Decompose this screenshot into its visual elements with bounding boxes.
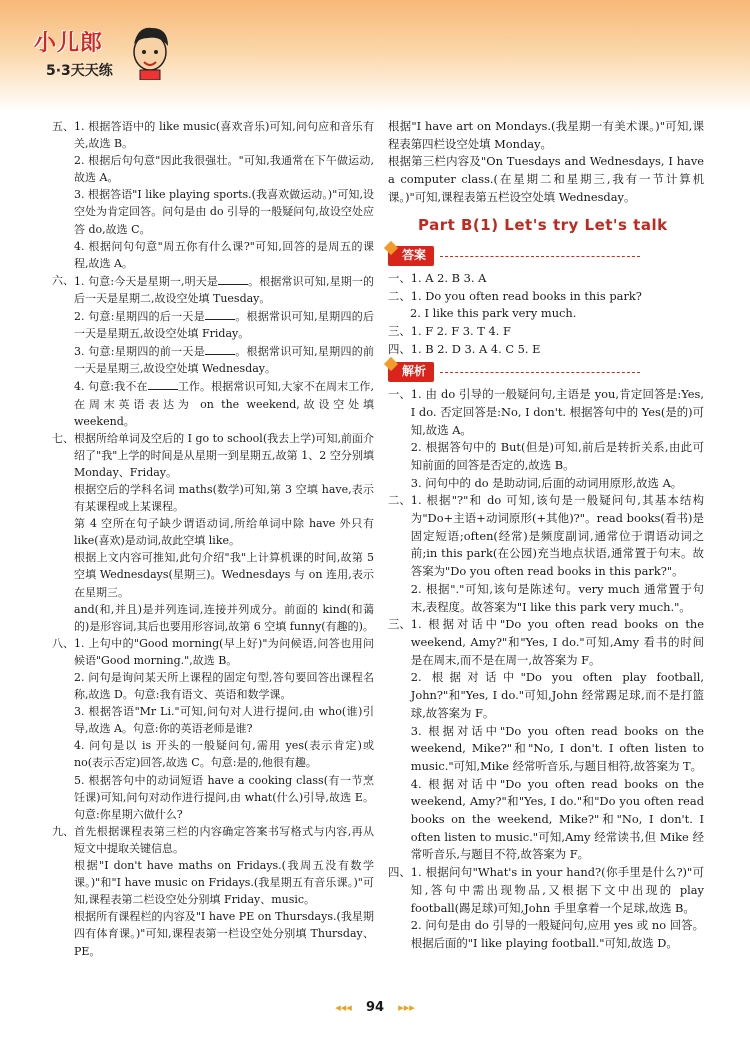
section-number: 二、 — [388, 493, 411, 508]
part-title: Part B(1) Let's try Let's talk — [418, 215, 668, 234]
section-6 — [52, 272, 374, 430]
answer-line: 二、1. Do you often read books in this park? — [388, 288, 642, 303]
section-5 — [52, 118, 374, 272]
fill-blank — [148, 377, 178, 390]
explanation-paragraph: 根据"I don't have maths on Fridays.(我周五没有数学课。)"和"I have music on Fridays.(我星期五有音乐课。)"可知,课程表第二栏设空处分别填 Friday、music。 — [74, 859, 374, 907]
brand-series: 5·3天天练 — [46, 63, 113, 79]
analysis-item: 1. 由 do 引导的一般疑问句,主语是 you,肯定回答是:Yes, I do. 否定回答是:No, I don't. 根据答句中的 Yes(是的)可知,故选 A。 — [410, 387, 704, 437]
section-number: 四、 — [388, 865, 411, 880]
right-column — [388, 118, 704, 953]
right-arrows-icon: ▸▸▸ — [398, 1001, 415, 1014]
section-7 — [52, 430, 374, 635]
analysis-item: 2. 根据答句中的 But(但是)可知,前后是转折关系,由此可知前面的回答是否定的,故选 B。 — [410, 440, 704, 472]
fill-blank — [205, 307, 235, 320]
answer-item: 1. 上句中的"Good morning(早上好)"为问候语,问答也用问候语"Good morning.",故选 B。 — [74, 636, 374, 667]
answer-item: 3. 根据答语"Mr Li."可知,问句对人进行提问,由 who(谁)引导,故选 A。句意:你的英语老师是谁? — [74, 705, 374, 736]
explanation-paragraph: 首先根据课程表第三栏的内容确定答案书写格式与内容,再从短文中提取关键信息。 — [74, 824, 374, 855]
answer-item: 1. 句意:今天是星期一,明天是 。根据常识可知,星期一的后一天是星期二,故设空处填 Tuesday。 — [74, 272, 374, 307]
section-number: 七、 — [52, 431, 74, 445]
explanation-paragraph: 根据上文内容可推知,此句介绍"我"上计算机课的时间,故第 5 空填 Wednesdays(星期三)。Wednesdays 与 on 连用,表示在星期三。 — [74, 551, 374, 599]
fill-blank — [218, 272, 248, 285]
answer-item: 3. 根据答语"I like playing sports.(我喜欢做运动。)"可知,设空处为肯定回答。问句是由 do 引导的一般疑问句,故设空处应答 do,故选 C。 — [74, 188, 374, 236]
answer-item: 4. 句意:我不在 工作。根据常识可知,大家不在周末工作,在周末英语表达为 on the weekend,故设空处填 weekend。 — [74, 377, 374, 429]
answer-line: 一、1. A 2. B 3. A — [388, 270, 487, 285]
answer-item: 2. 问句是询问某天所上课程的固定句型,答句要回答出课程名称,故选 D。句意:我有语文、英语和数学课。 — [74, 671, 374, 702]
analysis-item: 2. 根据"."可知,该句是陈述句。very much 通常置于句末,表程度。故答案为"I like this park very much."。 — [410, 581, 704, 614]
explanation-paragraph: 根据"I have art on Mondays.(我星期一有美术课。)"可知,课程表第四栏设空处填 Monday。 — [388, 119, 704, 151]
section-9 — [52, 823, 374, 960]
answer-item: 4. 问句是以 is 开头的一般疑问句,需用 yes(表示肯定)或 no(表示否定)回答,故选 C。句意:是的,他很有趣。 — [74, 739, 374, 770]
analysis-tag — [388, 362, 640, 382]
answer-tag-label: 答案 — [388, 246, 434, 266]
answer-item: 1. 根据答语中的 like music(喜欢音乐)可知,问句应和音乐有关,故选 B。 — [74, 120, 374, 151]
explanation-paragraph: 根据空后的学科名词 maths(数学)可知,第 3 空填 have,表示有某课程或上某课程。 — [74, 482, 374, 514]
answer-item: 4. 根据问句句意"周五你有什么课?"可知,回答的是周五的课程,故选 A。 — [74, 239, 374, 270]
left-column — [52, 118, 374, 960]
answer-item: 5. 根据答句中的动词短语 have a cooking class(有一节烹饪课)可知,问句对动作进行提问,由 what(什么)引导,故选 E。句意:你星期六做什么? — [74, 773, 374, 821]
brand-title: 小儿郎 — [34, 31, 104, 56]
section-number: 三、 — [388, 617, 411, 632]
analysis-1 — [388, 386, 704, 492]
section-number: 八、 — [52, 636, 74, 650]
analysis-tag-label: 解析 — [388, 362, 434, 382]
analysis-item: 1. 根据对话中"Do you often read books on the weekend, Amy?"和"Yes, I do."可知,Amy 看书的时间是在周末,而不是在周一,故答案为 F。 — [410, 617, 704, 667]
section-8 — [52, 635, 374, 823]
explanation-paragraph: 根据所有课程栏的内容及"I have PE on Thursdays.(我星期四有体育课。)"可知,课程表第一栏设空处分别填 Thursday、PE。 — [74, 910, 374, 958]
analysis-item: 2. 根据对话中"Do you often play football, John?"和"Yes, I do."可知,John 经常踢足球,而不是打篮球,故答案为 F。 — [410, 670, 704, 720]
fill-blank — [205, 342, 235, 355]
section-number: 五、 — [52, 120, 74, 133]
page-footer — [0, 1000, 750, 1015]
explanation-paragraph: and(和,并且)是并列连词,连接并列成分。前面的 kind(和蔼的)是形容词,其后也要用形容词,故第 6 空填 funny(有趣的)。 — [74, 602, 374, 633]
analysis-item: 4. 根据对话中"Do you often read books on the weekend, Amy?"和"Yes, I do."和"Do you often read books on the weekend, Mike?"和"No, I don't. I often listen to music."可知,Amy 经常读书,但 Mike 经常听音乐,与题目不符,故答案为 F。 — [410, 776, 704, 862]
divider — [440, 256, 640, 257]
section-number: 一、 — [388, 387, 411, 402]
answer-item: 3. 句意:星期四的前一天是 。根据常识可知,星期四的前一天是星期三,故设空处填 Wednesday。 — [74, 342, 374, 377]
explanation-paragraph: 根据所给单词及空后的 I go to school(我去上学)可知,前面介绍了"我"上学的时间是从星期一到星期五,故第 1、2 空分别填 Monday、Friday。 — [74, 431, 374, 479]
analysis-2 — [388, 492, 704, 616]
answer-item: 2. 句意:星期四的后一天是 。根据常识可知,星期四的后一天是星期五,故设空处填 Friday。 — [74, 307, 374, 342]
answer-tag — [388, 246, 640, 266]
analysis-item: 3. 根据对话中"Do you often read books on the weekend, Mike?"和"No, I don't. I often listen to music."可知,Mike 经常听音乐,与题目相符,故答案为 T。 — [410, 723, 704, 773]
explanation-paragraph: 第 4 空所在句子缺少谓语动词,所给单词中除 have 外只有 like(喜欢)是动词,故此空填 like。 — [74, 517, 374, 548]
left-arrows-icon: ◂◂◂ — [335, 1001, 352, 1014]
answer-line: 四、1. B 2. D 3. A 4. C 5. E — [388, 341, 541, 356]
analysis-4 — [388, 864, 704, 953]
answer-item: 2. 根据后句句意"因此我很强壮。"可知,我通常在下午做运动,故选 A。 — [74, 154, 374, 185]
answer-line: 三、1. F 2. F 3. T 4. F — [388, 324, 511, 339]
section-number: 九、 — [52, 824, 74, 838]
analysis-item: 3. 问句中的 do 是助动词,后面的动词用原形,故选 A。 — [410, 475, 683, 490]
answer-line: 2. I like this park very much. — [410, 306, 577, 321]
analysis-item: 2. 问句是由 do 引导的一般疑问句,应用 yes 或 no 回答。根据后面的"I like playing football."可知,故选 D。 — [410, 918, 704, 950]
analysis-item: 1. 根据"?"和 do 可知,该句是一般疑问句,其基本结构为"Do+主语+动词原形(+其他)?"。read books(看书)是固定短语;often(经常)是频度副词,通常位于谓语动词之前;in this park(在公园)充当地点状语,通常置于句末。故答案为"Do you often read books in this park?"。 — [410, 493, 704, 579]
brand-logo — [28, 22, 178, 92]
page-number: 94 — [365, 1000, 385, 1015]
analysis-item: 1. 根据问句"What's in your hand?(你手里是什么?)"可知,答句中需出现物品,又根据下文中出现的 play football(踢足球)可知,John 手里拿着一个足球,故选 B。 — [410, 865, 704, 915]
mascot-boy-icon — [128, 22, 172, 80]
analysis-3 — [388, 616, 704, 864]
divider — [440, 372, 640, 373]
explanation-paragraph: 根据第三栏内容及"On Tuesdays and Wednesdays, I have a computer class.(在星期二和星期三,我有一节计算机课。)"可知,课程表第五栏设空处填 Wednesday。 — [388, 154, 704, 204]
section-number: 六、 — [52, 273, 74, 287]
